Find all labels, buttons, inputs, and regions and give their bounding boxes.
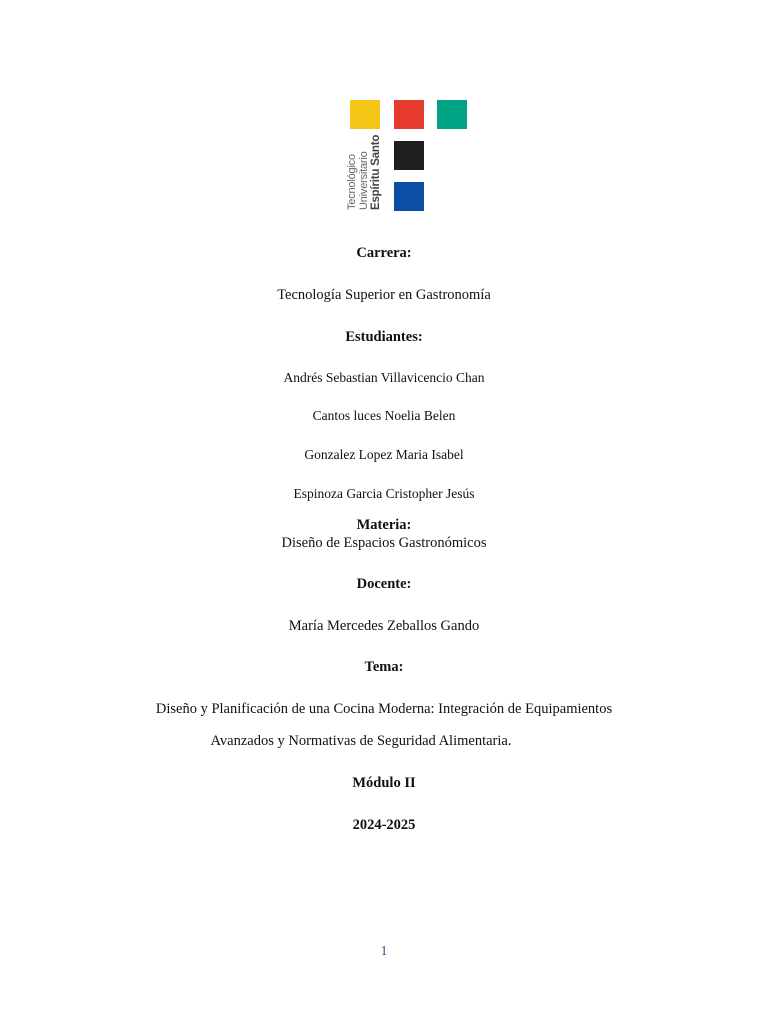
carrera-value: Tecnología Superior en Gastronomía (277, 287, 491, 303)
logo-text-line-2: Universitario (358, 151, 370, 210)
logo-blue-square (394, 182, 424, 211)
periodo-label: 2024-2025 (352, 817, 416, 833)
logo-text-line-1: Tecnológico (346, 154, 358, 210)
tema-label: Tema: (364, 659, 404, 675)
logo-wordmark (346, 130, 382, 210)
logo-red-square (394, 100, 424, 129)
logo-yellow-square (350, 100, 380, 129)
modulo-label: Módulo II (352, 775, 416, 791)
student-name: Cantos luces Noelia Belen (312, 408, 456, 423)
materia-label: Materia: (356, 517, 412, 533)
docente-value: María Mercedes Zeballos Gando (288, 618, 480, 634)
logo-text-line-3: Espíritu Santo (370, 134, 382, 210)
docente-label: Docente: (356, 576, 412, 592)
tema-line-1: Diseño y Planificación de una Cocina Moderna: Integración de Equipamientos (155, 701, 613, 717)
student-name: Gonzalez Lopez Maria Isabel (304, 447, 464, 462)
tema-line-2: Avanzados y Normativas de Seguridad Alimentaria. (210, 733, 512, 749)
materia-value: Diseño de Espacios Gastronómicos (281, 535, 487, 551)
student-name: Espinoza Garcia Cristopher Jesús (293, 486, 475, 501)
carrera-label: Carrera: (356, 245, 412, 261)
logo-green-square (437, 100, 467, 129)
page-number: 1 (380, 944, 388, 959)
institution-logo (340, 96, 480, 216)
estudiantes-label: Estudiantes: (345, 329, 423, 345)
student-name: Andrés Sebastian Villavicencio Chan (283, 370, 485, 385)
logo-black-square (394, 141, 424, 170)
